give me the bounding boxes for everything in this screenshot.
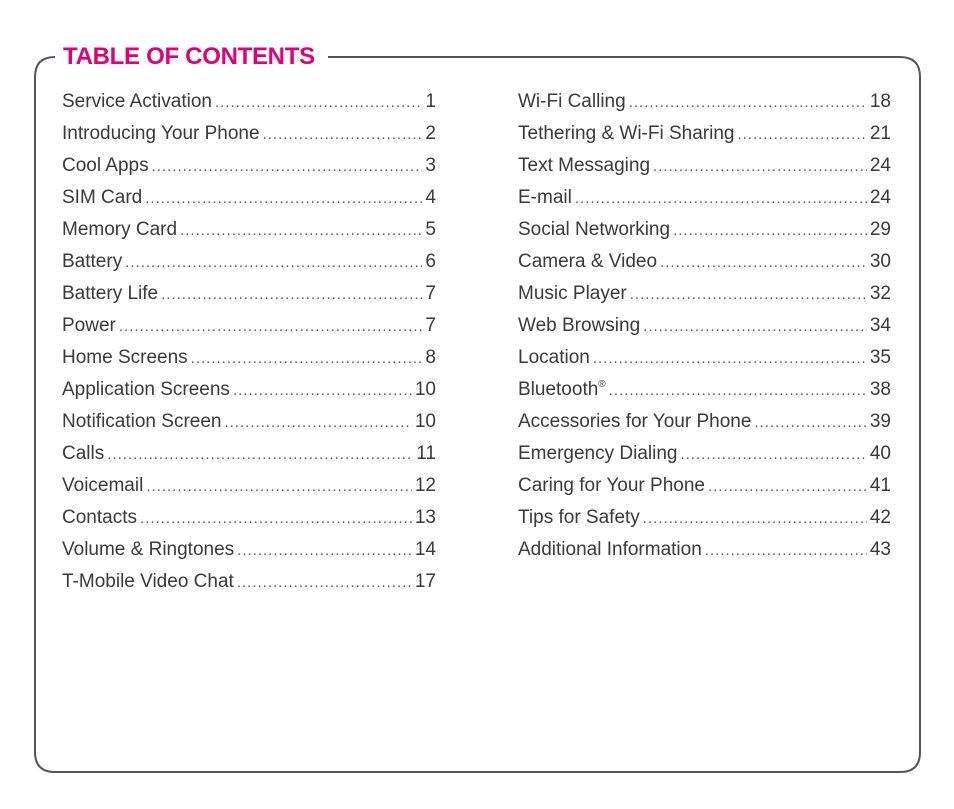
toc-entry-label: Text Messaging bbox=[518, 155, 651, 176]
dot-leader bbox=[237, 567, 412, 599]
dot-leader bbox=[680, 439, 866, 471]
toc-entry-page: 8 bbox=[425, 347, 436, 368]
dot-leader bbox=[107, 439, 413, 471]
toc-entry[interactable] bbox=[62, 406, 436, 438]
toc-column-left bbox=[62, 86, 436, 598]
toc-entry-label: Application Screens bbox=[62, 379, 230, 400]
page-title: TABLE OF CONTENTS bbox=[63, 40, 319, 74]
toc-entry-label: Emergency Dialing bbox=[518, 443, 678, 464]
toc-entry-label: Web Browsing bbox=[518, 315, 641, 336]
toc-entry-label: Home Screens bbox=[62, 347, 188, 368]
toc-entry-page: 41 bbox=[869, 475, 891, 496]
dot-leader bbox=[191, 343, 423, 375]
toc-entry-page: 42 bbox=[869, 507, 891, 528]
registered-mark: ® bbox=[598, 379, 606, 390]
toc-entry-label: E-mail bbox=[518, 187, 572, 208]
toc-entry-label: Calls bbox=[62, 443, 105, 464]
toc-entry-label: Voicemail bbox=[62, 475, 144, 496]
dot-leader bbox=[152, 151, 423, 183]
toc-entry[interactable] bbox=[518, 150, 891, 182]
dot-leader bbox=[224, 407, 411, 439]
toc-entry-page: 35 bbox=[869, 347, 891, 368]
toc-entry-label: T-Mobile Video Chat bbox=[62, 571, 234, 592]
dot-leader bbox=[653, 151, 867, 183]
toc-entry-page: 34 bbox=[869, 315, 891, 336]
toc-entry[interactable] bbox=[518, 438, 891, 470]
toc-entry[interactable] bbox=[62, 470, 436, 502]
toc-entry-page: 6 bbox=[425, 251, 436, 272]
dot-leader bbox=[673, 215, 867, 247]
toc-entry[interactable] bbox=[62, 502, 436, 534]
toc-entry-label: Power bbox=[62, 315, 116, 336]
toc-entry-page: 3 bbox=[425, 155, 436, 176]
toc-entry-label: Additional Information bbox=[518, 539, 702, 560]
toc-entry-label: Battery bbox=[62, 251, 123, 272]
toc-entry-page: 30 bbox=[869, 251, 891, 272]
toc-entry[interactable] bbox=[62, 534, 436, 566]
dot-leader bbox=[705, 535, 867, 567]
toc-entry[interactable] bbox=[518, 214, 891, 246]
toc-entry-label: Tethering & Wi-Fi Sharing bbox=[518, 123, 735, 144]
toc-entry[interactable] bbox=[518, 246, 891, 278]
toc-entry-page: 4 bbox=[425, 187, 436, 208]
toc-entry-page: 14 bbox=[414, 539, 436, 560]
toc-entry-label: Memory Card bbox=[62, 219, 178, 240]
dot-leader bbox=[146, 471, 412, 503]
toc-entry[interactable] bbox=[62, 182, 436, 214]
toc-entry[interactable] bbox=[518, 502, 891, 534]
toc-entry[interactable] bbox=[518, 278, 891, 310]
toc-entry-label: Bluetooth® bbox=[518, 379, 606, 400]
dot-leader bbox=[125, 247, 422, 279]
dot-leader bbox=[643, 311, 867, 343]
toc-entry-page: 40 bbox=[869, 443, 891, 464]
toc-entry-label: Tips for Safety bbox=[518, 507, 640, 528]
toc-entry[interactable] bbox=[62, 214, 436, 246]
toc-entry[interactable] bbox=[518, 86, 891, 118]
toc-entry[interactable] bbox=[62, 150, 436, 182]
toc-entry-label: Battery Life bbox=[62, 283, 159, 304]
dot-leader bbox=[575, 183, 867, 215]
dot-leader bbox=[609, 375, 867, 407]
toc-entry-page: 32 bbox=[869, 283, 891, 304]
toc-entry-label: Cool Apps bbox=[62, 155, 149, 176]
dot-leader bbox=[233, 375, 412, 407]
toc-entry-page: 24 bbox=[869, 187, 891, 208]
dot-leader bbox=[140, 503, 412, 535]
toc-entry-label: Introducing Your Phone bbox=[62, 123, 260, 144]
dot-leader bbox=[161, 279, 422, 311]
toc-entry[interactable] bbox=[518, 406, 891, 438]
toc-entry-page: 13 bbox=[414, 507, 436, 528]
dot-leader bbox=[237, 535, 412, 567]
dot-leader bbox=[145, 183, 422, 215]
toc-entry[interactable] bbox=[518, 118, 891, 150]
toc-entry-page: 11 bbox=[416, 443, 436, 464]
toc-entry-label: Notification Screen bbox=[62, 411, 222, 432]
toc-entry[interactable] bbox=[518, 374, 891, 406]
toc-entry-page: 29 bbox=[869, 219, 891, 240]
dot-leader bbox=[119, 311, 423, 343]
dot-leader bbox=[630, 279, 867, 311]
toc-entry-label: Camera & Video bbox=[518, 251, 658, 272]
toc-entry-page: 5 bbox=[425, 219, 436, 240]
toc-entry[interactable] bbox=[62, 310, 436, 342]
toc-entry-label: Social Networking bbox=[518, 219, 671, 240]
toc-entry[interactable] bbox=[518, 182, 891, 214]
dot-leader bbox=[629, 87, 867, 119]
toc-entry-label: Wi-Fi Calling bbox=[518, 91, 626, 112]
dot-leader bbox=[737, 119, 866, 151]
dot-leader bbox=[708, 471, 867, 503]
toc-entry[interactable] bbox=[62, 278, 436, 310]
toc-entry[interactable] bbox=[518, 310, 891, 342]
toc-entry-page: 10 bbox=[414, 379, 436, 400]
toc-column-right bbox=[518, 86, 891, 566]
toc-entry[interactable] bbox=[62, 118, 436, 150]
toc-entry[interactable] bbox=[518, 342, 891, 374]
dot-leader bbox=[643, 503, 867, 535]
toc-entry-label: Location bbox=[518, 347, 590, 368]
toc-entry-page: 21 bbox=[869, 123, 891, 144]
toc-entry-page: 17 bbox=[414, 571, 436, 592]
toc-entry-label: Service Activation bbox=[62, 91, 212, 112]
toc-entry[interactable] bbox=[62, 86, 436, 118]
toc-entry-page: 2 bbox=[425, 123, 436, 144]
toc-entry-page: 39 bbox=[869, 411, 891, 432]
toc-entry[interactable] bbox=[518, 534, 891, 566]
toc-entry-page: 43 bbox=[869, 539, 891, 560]
toc-entry[interactable] bbox=[62, 342, 436, 374]
toc-entry[interactable] bbox=[518, 470, 891, 502]
dot-leader bbox=[263, 119, 423, 151]
dot-leader bbox=[215, 87, 422, 119]
toc-entry-label: Music Player bbox=[518, 283, 627, 304]
toc-entry-page: 7 bbox=[425, 315, 436, 336]
dot-leader bbox=[660, 247, 867, 279]
toc-entry-page: 38 bbox=[869, 379, 891, 400]
toc-entry-label: Accessories for Your Phone bbox=[518, 411, 752, 432]
toc-entry-label: SIM Card bbox=[62, 187, 143, 208]
toc-entry[interactable] bbox=[62, 438, 436, 470]
toc-entry-label: Contacts bbox=[62, 507, 137, 528]
toc-entry-page: 12 bbox=[414, 475, 436, 496]
toc-entry[interactable] bbox=[62, 246, 436, 278]
toc-entry-page: 7 bbox=[425, 283, 436, 304]
toc-entry[interactable] bbox=[62, 374, 436, 406]
dot-leader bbox=[754, 407, 866, 439]
toc-entry[interactable] bbox=[62, 566, 436, 598]
toc-entry-label: Volume & Ringtones bbox=[62, 539, 235, 560]
toc-entry-page: 10 bbox=[414, 411, 436, 432]
toc-entry-label: Caring for Your Phone bbox=[518, 475, 705, 496]
toc-entry-page: 1 bbox=[425, 91, 436, 112]
dot-leader bbox=[180, 215, 422, 247]
toc-entry-page: 18 bbox=[869, 91, 891, 112]
toc-entry-page: 24 bbox=[869, 155, 891, 176]
dot-leader bbox=[593, 343, 867, 375]
